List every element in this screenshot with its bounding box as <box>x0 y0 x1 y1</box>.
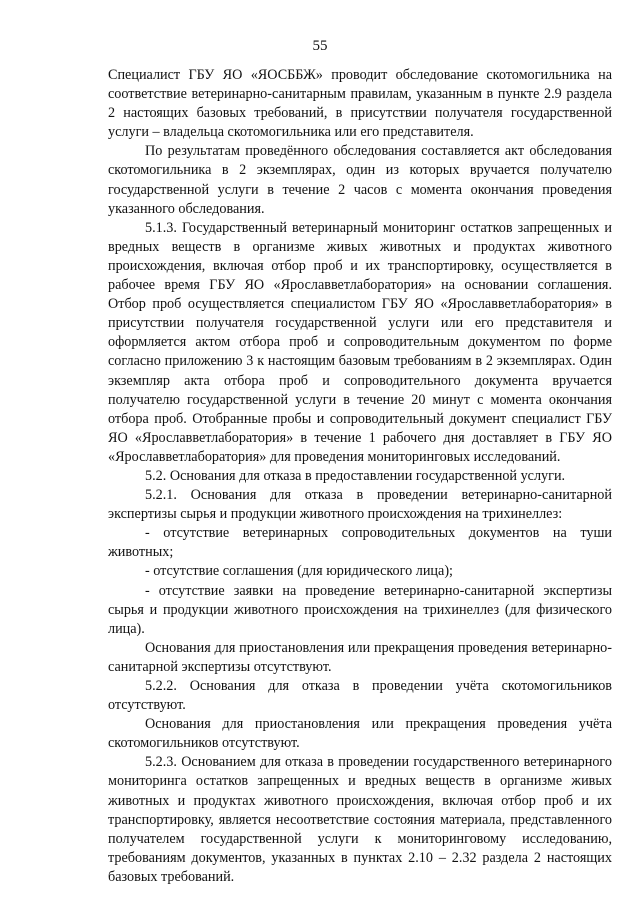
list-item: - отсутствие соглашения (для юридического лица); <box>145 563 453 580</box>
page-number: 55 <box>312 38 328 54</box>
list-item: - отсутствие ветеринарных сопроводительных документов на туши животных; <box>108 525 612 561</box>
paragraph: 5.2.3. Основанием для отказа в проведении государственного ветеринарного мониторинга остатков запрещенных и вредных веществ в организме живых животных и продуктах животного происхождения, включая отбор проб и их транспортировку, является несоответствие состояния материала, представленного получателем государственной услуги к мониторинговому исследованию, требованиям документов, указанных в пунктах 2.10 – 2.32 раздела 2 настоящих базовых требований. <box>108 754 612 885</box>
document-body <box>108 66 612 887</box>
paragraph: 5.2.1. Основания для отказа в проведении ветеринарно-санитарной экспертизы сырья и продукции животного происхождения на трихинеллез: <box>108 487 612 523</box>
paragraph: 5.1.3. Государственный ветеринарный мониторинг остатков запрещенных и вредных веществ в организме живых животных и продуктах животного происхождения, включая отбор проб и их транспортировку, осуществляется в рабочее время ГБУ ЯО «Ярославветлаборатория» на основании соглашения. Отбор проб осуществляется специалистом ГБУ ЯО «Ярославветлаборатория» в присутствии получателя государственной услуги или его представителя и оформляется актом отбора проб и сопроводительным документом по форме согласно приложению 3 к настоящим базовым требованиям в 2 экземплярах. Один экземпляр акта отбора проб и сопроводительного документа вручается получателю государственной услуги в течение 20 минут с момента окончания отбора проб. Отобранные пробы и сопроводительный документ специалист ГБУ ЯО «Ярославветлаборатория» в течение 1 рабочего дня доставляет в ГБУ ЯО «Ярославветлаборатория» для проведения мониторинговых исследований. <box>108 219 612 465</box>
paragraph: По результатам проведённого обследования составляется акт обследования скотомогильника в 2 экземплярах, один из которых вручается получателю государственной услуги в течение 2 часов с момента окончания проведения указанного обследования. <box>108 143 612 217</box>
paragraph: Основания для приостановления или прекращения проведения ветеринарно-санитарной экспертизы отсутствуют. <box>108 639 612 675</box>
paragraph: 5.2. Основания для отказа в предоставлении государственной услуги. <box>145 467 566 484</box>
paragraph: Основания для приостановления или прекращения проведения учёта скотомогильников отсутствуют. <box>108 716 612 752</box>
list-item: - отсутствие заявки на проведение ветеринарно-санитарной экспертизы сырья и продукции животного происхождения на трихинеллез (для физического лица). <box>108 582 612 637</box>
paragraph: 5.2.2. Основания для отказа в проведении учёта скотомогильников отсутствуют. <box>108 678 612 714</box>
paragraph: Специалист ГБУ ЯО «ЯОСББЖ» проводит обследование скотомогильника на соответствие ветеринарно-санитарным правилам, указанным в пункте 2.9 раздела 2 настоящих базовых требований, в присутствии получателя государственной услуги – владельца скотомогильника или его представителя. <box>108 67 612 141</box>
